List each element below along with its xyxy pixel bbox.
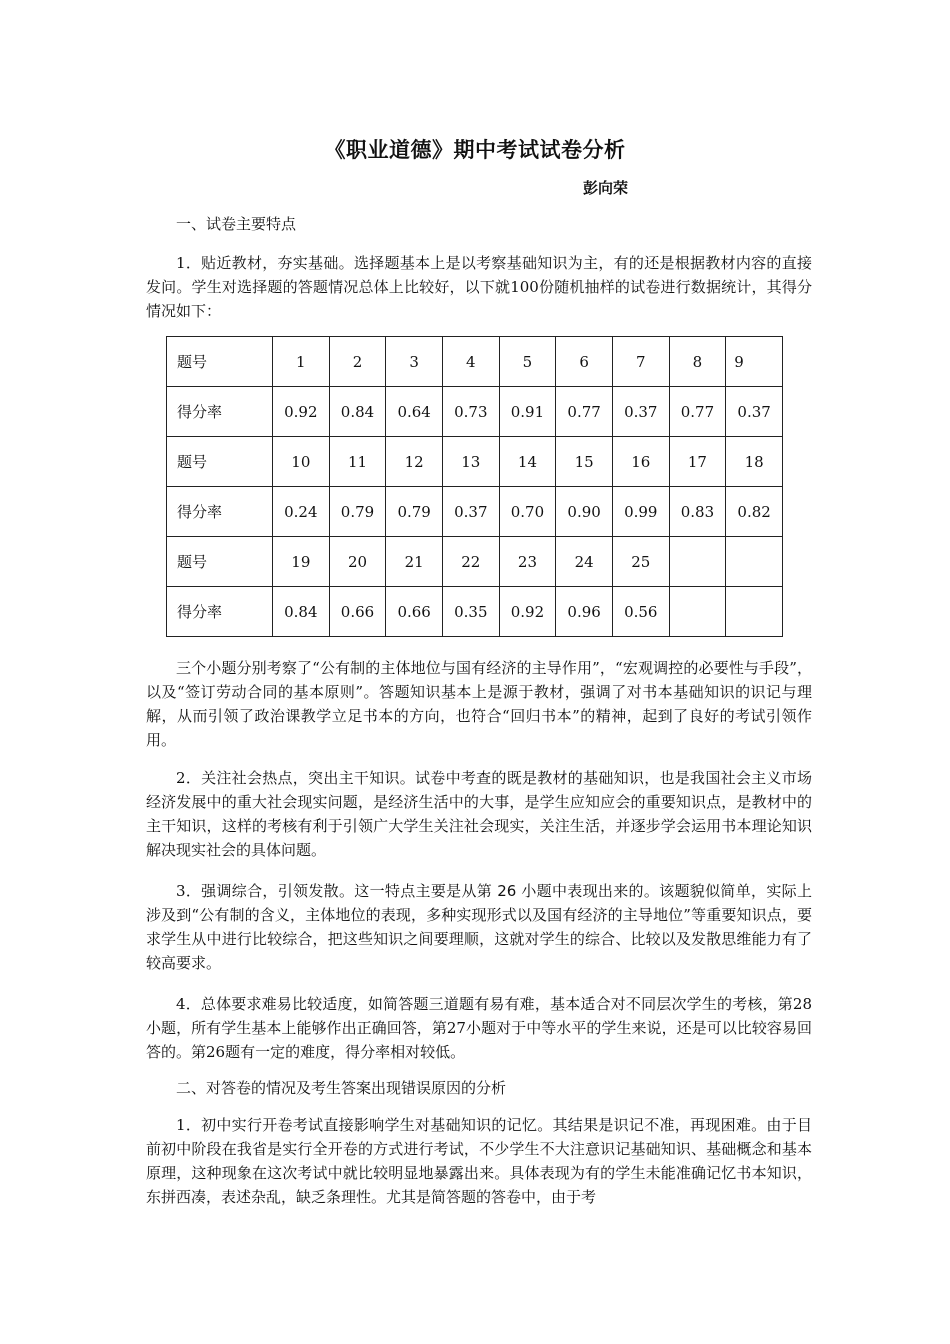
table-cell: 8 [669, 337, 726, 387]
table-cell: 21 [386, 537, 443, 587]
table-cell: 0.79 [329, 487, 386, 537]
table-cell: 0.92 [273, 387, 330, 437]
paragraph-4-highlight: 一特点主要是从第 26 小题中表现出来的 [369, 882, 644, 900]
table-cell: 11 [329, 437, 386, 487]
paragraph-5: 4．总体要求难易比较适度，如简答题三道题有易有难，基本适合对不同层次学生的考核，第28小题，所有学生基本上能够作出正确回答，第27小题对于中等水平的学生来说，还是可以比较容易回答的。第26题有一定的难度，得分率相对较低。 [146, 995, 812, 1061]
table-cell: 0.56 [612, 587, 669, 637]
table-row [167, 437, 783, 487]
table-cell: 13 [442, 437, 499, 487]
table-cell: 24 [556, 537, 613, 587]
table-cell: 7 [612, 337, 669, 387]
table-cell: 5 [499, 337, 556, 387]
table-cell: 0.84 [273, 587, 330, 637]
author-name: 彭向荣 [583, 179, 629, 197]
table-row [167, 487, 783, 537]
table-cell: 0.90 [556, 487, 613, 537]
table-cell: 4 [442, 337, 499, 387]
table-cell: 0.77 [556, 387, 613, 437]
table-cell: 0.70 [499, 487, 556, 537]
paragraph-4-lead: 3．强调综合，引领发散。这 [176, 882, 370, 900]
paragraph-1: 1．贴近教材，夯实基础。选择题基本上是以考察基础知识为主，有的还是根据教材内容的直接发问。学生对选择题的答题情况总体上比较好，以下就100份随机抽样的试卷进行数据统计，其得分情况如下： [146, 254, 812, 320]
table-cell: 17 [669, 437, 726, 487]
table-row-label: 得分率 [167, 487, 273, 537]
table-cell: 20 [329, 537, 386, 587]
table-cell [669, 587, 726, 637]
table-cell: 0.37 [726, 387, 783, 437]
table-cell: 16 [612, 437, 669, 487]
table-cell: 18 [726, 437, 783, 487]
paragraph-3 [146, 766, 812, 862]
table-row [167, 337, 783, 387]
paragraph-3-body: 既是教材的基础知识，也是我国社会主义市场经济发展中的重大社会现实问题，是经济生活中的大事，是学生应知应会的重要知识点，是教材中的主干知识，这样的考核有利于引领广大学生关注社会现实，关注生活，并逐步学会运用书本理论知识解决现实社会的具体问题。 [146, 769, 812, 859]
table-cell: 0.79 [386, 487, 443, 537]
table-row-label: 题号 [167, 337, 273, 387]
table-cell: 10 [273, 437, 330, 487]
table-cell: 0.91 [499, 387, 556, 437]
table-cell: 0.64 [386, 387, 443, 437]
paragraph-3-lead: 2．关注社会热点，突出主干知识。试卷中考查的 [176, 769, 507, 787]
table-cell [669, 537, 726, 587]
table-cell: 0.82 [726, 487, 783, 537]
section-heading-1: 一、试卷主要特点 [176, 215, 297, 233]
table-cell: 0.83 [669, 487, 726, 537]
table-cell: 12 [386, 437, 443, 487]
paragraph-4-body: 。该题貌似简单，实际上涉及到“公有制的含义，主体地位的表现，多种实现形式以及国有经济的主导地位”等重要知识点，要求学生从中进行比较综合，把这些知识之间要理顺，这就对学生的综合、比较以及发散思维能力有了较高要求。 [146, 882, 812, 972]
table-row [167, 387, 783, 437]
table-cell: 19 [273, 537, 330, 587]
table-row [167, 587, 783, 637]
section-heading-2: 二、对答卷的情况及考生答案出现错误原因的分析 [176, 1079, 507, 1097]
paragraph-6: 1．初中实行开卷考试直接影响学生对基础知识的记忆。其结果是识记不准，再现困难。由于目前初中阶段在我省是实行全开卷的方式进行考试，不少学生不大注意识记基础知识、基础概念和基本原理，这种现象在这次考试中就比较明显地暴露出来。具体表现为有的学生未能准确记忆书本知识，东拼西凑，表述杂乱，缺乏条理性。尤其是简答题的答卷中，由于考 [146, 1116, 812, 1206]
table-cell: 0.24 [273, 487, 330, 537]
table-cell: 25 [612, 537, 669, 587]
table-cell: 0.66 [329, 587, 386, 637]
table-cell: 15 [556, 437, 613, 487]
table-cell: 0.99 [612, 487, 669, 537]
table-cell [726, 537, 783, 587]
table-cell: 9 [726, 337, 783, 387]
table-cell: 0.66 [386, 587, 443, 637]
table-cell: 2 [329, 337, 386, 387]
score-table [166, 336, 783, 637]
table-cell: 0.77 [669, 387, 726, 437]
table-cell: 23 [499, 537, 556, 587]
table-cell: 0.35 [442, 587, 499, 637]
table-row-label: 得分率 [167, 387, 273, 437]
table-row [167, 537, 783, 587]
paragraph-2: 三个小题分别考察了“公有制的主体地位与国有经济的主导作用”，“宏观调控的必要性与手段”，以及“签订劳动合同的基本原则”。答题知识基本上是源于教材，强调了对书本基础知识的识记与理解，从而引领了政治课教学立足书本的方向，也符合“回归书本”的精神，起到了良好的考试引领作用。 [146, 659, 812, 749]
table-cell: 0.92 [499, 587, 556, 637]
page-title: 《职业道德》期中考试试卷分析 [324, 138, 626, 162]
table-cell: 0.73 [442, 387, 499, 437]
table-row-label: 得分率 [167, 587, 273, 637]
table-cell: 0.37 [442, 487, 499, 537]
table-cell: 14 [499, 437, 556, 487]
table-row-label: 题号 [167, 537, 273, 587]
table-cell: 0.96 [556, 587, 613, 637]
table-cell: 1 [273, 337, 330, 387]
table-cell: 3 [386, 337, 443, 387]
table-cell: 0.84 [329, 387, 386, 437]
table-cell [726, 587, 783, 637]
table-cell: 6 [556, 337, 613, 387]
table-cell: 0.37 [612, 387, 669, 437]
table-row-label: 题号 [167, 437, 273, 487]
table-cell: 22 [442, 537, 499, 587]
paragraph-4 [146, 879, 812, 975]
